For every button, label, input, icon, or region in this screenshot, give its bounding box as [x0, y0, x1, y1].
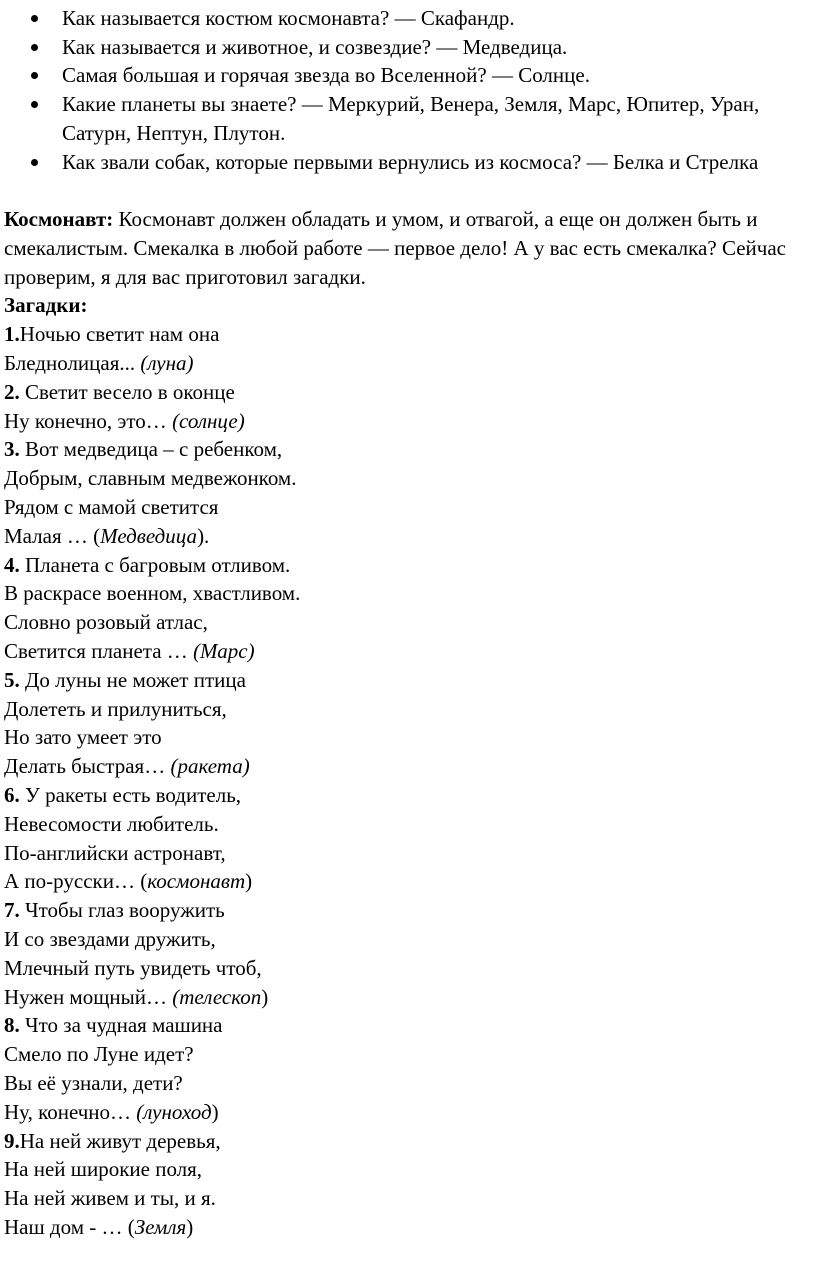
document-body — [4, 205, 812, 1242]
riddle-1-answer: (луна) — [140, 350, 194, 375]
list-item: Самая большая и горячая звезда во Вселенной? — Солнце. — [0, 61, 816, 90]
riddle-8-line-1: 8. Что за чудная машина — [4, 1013, 223, 1038]
riddle-5-line-1: 5. До луны не может птица — [4, 667, 246, 692]
bullet-icon — [31, 101, 38, 108]
bullet-icon — [31, 44, 38, 51]
riddle-7-answer: (телескоп — [172, 984, 262, 1009]
bullet-icon — [31, 15, 38, 22]
riddle-2-line-1: 2. Светит весело в оконце — [4, 379, 235, 404]
riddle-2-line-2: Ну конечно, это… (солнце) — [4, 408, 245, 433]
riddle-3-answer: Медведица — [100, 523, 198, 548]
riddle-4-line-4: Светится планета … (Марс) — [4, 638, 255, 663]
riddle-6-answer: космонавт — [147, 869, 246, 894]
riddle-5-answer: (ракета) — [170, 754, 250, 779]
riddle-6-line-4: А по-русски… (космонавт) — [4, 869, 253, 894]
riddle-9-line-3: На ней живем и ты, и я. — [4, 1186, 216, 1211]
riddle-5-line-4: Делать быстрая… (ракета) — [4, 754, 250, 779]
riddle-6-line-2: Невесомости любитель. — [4, 811, 219, 836]
riddle-7-line-2: И со звездами дружить, — [4, 926, 216, 951]
riddle-1-line-2: Бледнолицая... (луна) — [4, 350, 194, 375]
riddle-8-line-4: Ну, конечно… (луноход) — [4, 1099, 219, 1124]
riddle-2-answer: (солнце) — [172, 408, 245, 433]
riddles-heading: Загадки: — [4, 293, 88, 318]
list-item: Какие планеты вы знаете? — Меркурий, Венера, Земля, Марс, Юпитер, Уран, Сатурн, Нептун, Плутон. — [0, 90, 816, 147]
riddle-7-line-1: 7. Чтобы глаз вооружить — [4, 898, 225, 923]
riddle-4-line-2: В раскрасе военном, хвастливом. — [4, 581, 301, 606]
riddle-8-answer: (луноход — [136, 1099, 212, 1124]
list-item: Как звали собак, которые первыми вернулись из космоса? — Белка и Стрелка — [0, 148, 816, 177]
speaker-label: Космонавт: — [4, 207, 114, 231]
riddle-7-line-3: Млечный путь увидеть чтоб, — [4, 955, 262, 980]
list-item: Как называется и животное, и созвездие? — Медведица. — [0, 33, 816, 62]
riddle-1-line-1: 1.Ночью светит нам она — [4, 322, 220, 347]
riddle-9-line-1: 9.На ней живут деревья, — [4, 1128, 221, 1153]
bullet-icon — [31, 159, 38, 166]
riddle-3-line-4: Малая … (Медведица). — [4, 523, 210, 548]
question-list — [0, 4, 816, 176]
riddle-7-line-4: Нужен мощный… (телескоп) — [4, 984, 269, 1009]
cosmonaut-speech — [4, 205, 812, 291]
riddle-6-line-3: По-английски астронавт, — [4, 840, 226, 865]
riddle-4-answer: (Марс) — [193, 638, 255, 663]
riddle-4-line-3: Словно розовый атлас, — [4, 610, 208, 635]
riddle-8-line-2: Смело по Луне идет? — [4, 1042, 194, 1067]
riddle-9-line-2: На ней широкие поля, — [4, 1157, 203, 1182]
list-item: Как называется костюм космонавта? — Скафандр. — [0, 4, 816, 33]
speech-text: Космонавт должен обладать и умом, и отвагой, а еще он должен быть и смекалистым. Смекалка в любой работе — первое дело! А у вас есть смекалка? Сейчас проверим, я для вас приготовил загадки. — [4, 207, 786, 289]
riddle-3-line-2: Добрым, славным медвежонком. — [4, 466, 297, 491]
riddle-9-answer: Земля — [134, 1214, 187, 1239]
bullet-icon — [31, 72, 38, 79]
riddle-9-line-4: Наш дом - … (Земля) — [4, 1214, 194, 1239]
riddle-5-line-2: Долететь и прилуниться, — [4, 696, 227, 721]
riddle-6-line-1: 6. У ракеты есть водитель, — [4, 782, 242, 807]
riddle-3-line-1: 3. Вот медведица – с ребенком, — [4, 437, 283, 462]
riddle-5-line-3: Но зато умеет это — [4, 725, 162, 750]
riddle-4-line-1: 4. Планета с багровым отливом. — [4, 552, 291, 577]
riddle-8-line-3: Вы её узнали, дети? — [4, 1070, 183, 1095]
riddle-3-line-3: Рядом с мамой светится — [4, 494, 219, 519]
